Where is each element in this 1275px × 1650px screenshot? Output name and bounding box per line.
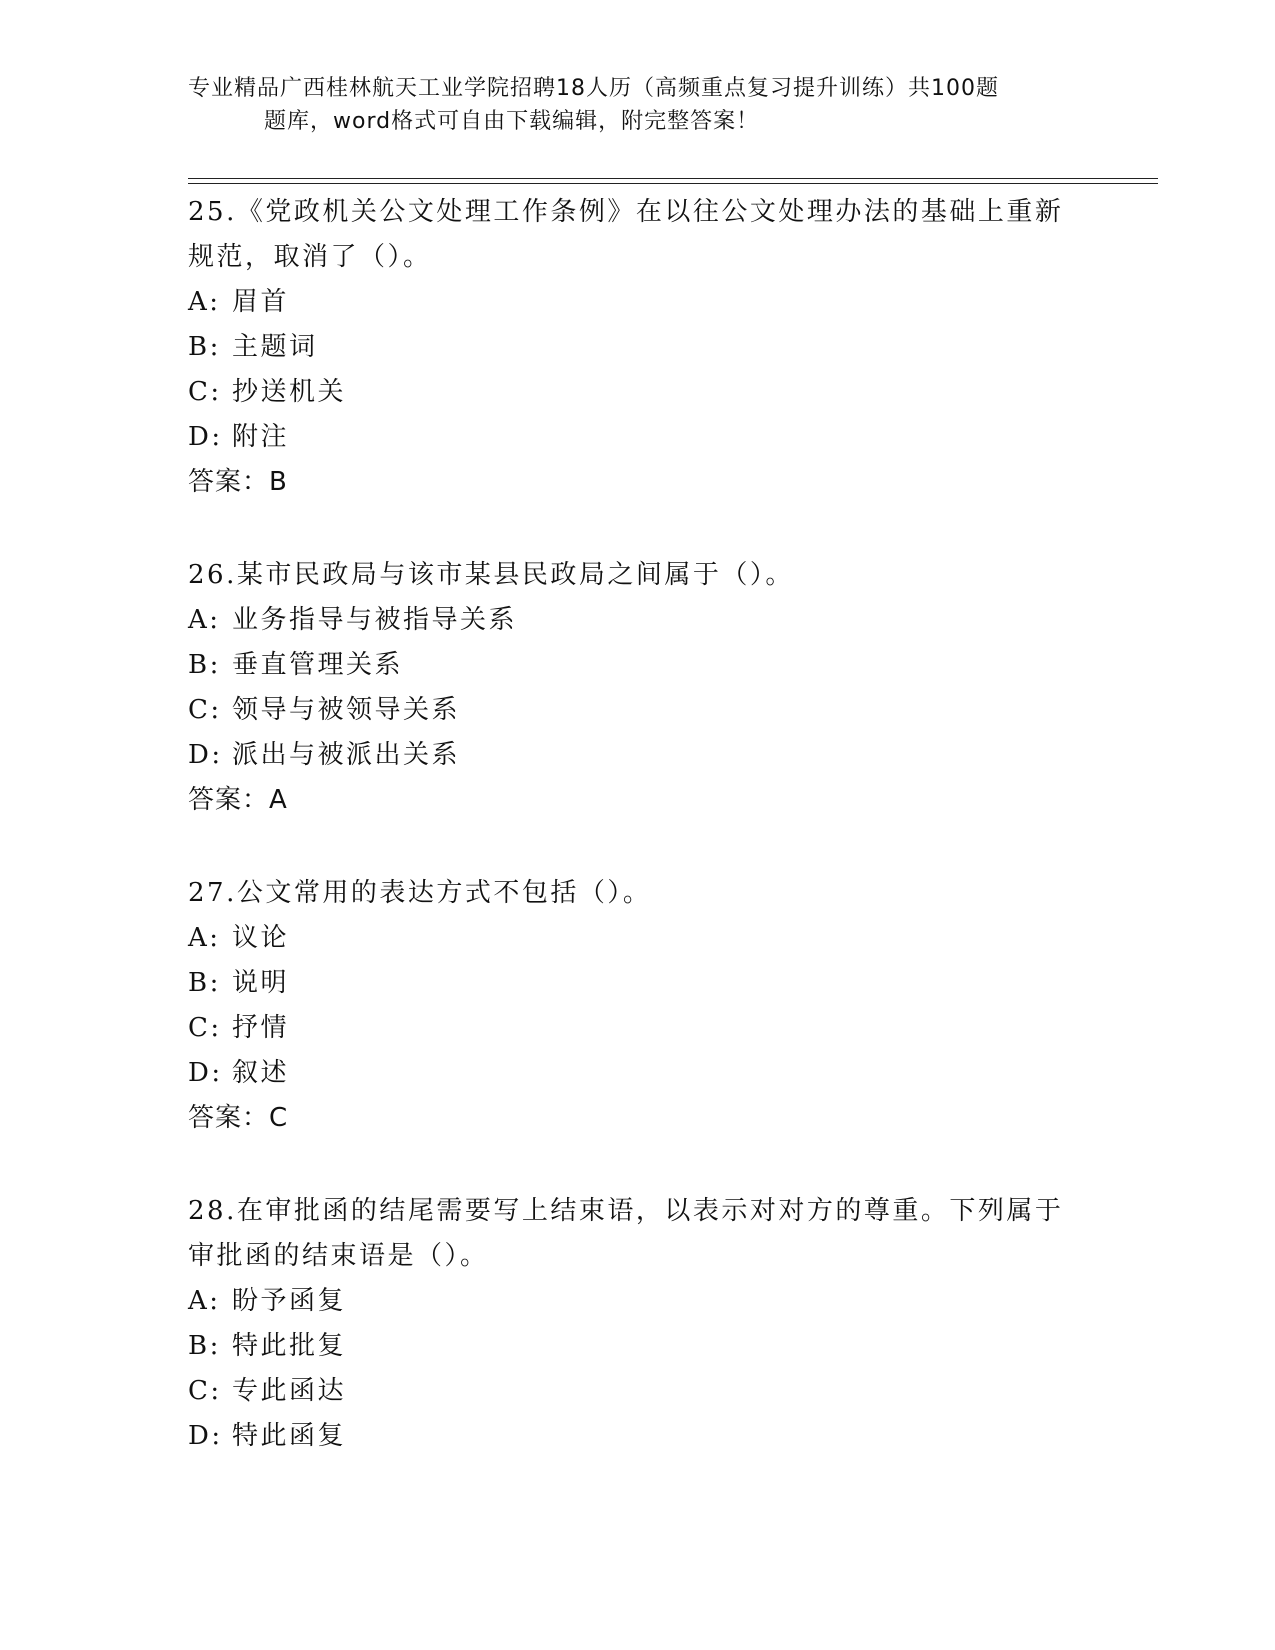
option-a <box>188 916 1088 961</box>
option-c <box>188 1006 1088 1051</box>
option-key: C: <box>188 1376 222 1406</box>
option-key: D: <box>188 1421 223 1451</box>
option-key: B: <box>188 1331 221 1361</box>
header-title-line-1: 专业精品广西桂林航天工业学院招聘18人历（高频重点复习提升训练）共100题 <box>188 76 999 101</box>
option-d <box>188 1414 1088 1459</box>
header-divider-bottom <box>188 183 1158 184</box>
option-key: D: <box>188 740 223 770</box>
option-text: 议论 <box>232 923 290 953</box>
option-key: B: <box>188 332 221 362</box>
question-text: 26.某市民政局与该市某县民政局之间属于（）。 <box>188 560 794 590</box>
option-b <box>188 643 1088 688</box>
option-key: D: <box>188 422 223 452</box>
option-key: A: <box>188 605 221 635</box>
option-text: 说明 <box>232 968 290 998</box>
option-key: A: <box>188 1286 221 1316</box>
option-d <box>188 733 1088 778</box>
option-text: 抄送机关 <box>232 377 347 407</box>
option-text: 特此函复 <box>232 1421 347 1451</box>
question-text: 27.公文常用的表达方式不包括（）。 <box>188 878 652 908</box>
option-text: 领导与被领导关系 <box>232 695 461 725</box>
option-key: A: <box>188 923 221 953</box>
option-d <box>188 415 1088 460</box>
option-c <box>188 370 1088 415</box>
option-b <box>188 325 1088 370</box>
question-text: 28.在审批函的结尾需要写上结束语，以表示对对方的尊重。下列属于审批函的结束语是（）。 <box>188 1196 1064 1271</box>
page-header <box>188 72 1088 138</box>
option-key: C: <box>188 1013 222 1043</box>
question-28 <box>188 1189 1088 1459</box>
option-key: D: <box>188 1058 223 1088</box>
question-27 <box>188 871 1088 1141</box>
option-text: 盼予函复 <box>232 1286 347 1316</box>
option-d <box>188 1051 1088 1096</box>
option-c <box>188 688 1088 733</box>
answer-line: 答案：C <box>188 1103 289 1133</box>
option-text: 派出与被派出关系 <box>232 740 461 770</box>
option-text: 业务指导与被指导关系 <box>232 605 518 635</box>
option-text: 附注 <box>232 422 290 452</box>
answer-line: 答案：B <box>188 467 288 497</box>
option-text: 叙述 <box>232 1058 290 1088</box>
option-text: 特此批复 <box>232 1331 347 1361</box>
option-key: C: <box>188 695 222 725</box>
option-b <box>188 961 1088 1006</box>
question-26 <box>188 553 1088 823</box>
option-a <box>188 1279 1088 1324</box>
option-key: C: <box>188 377 222 407</box>
option-a <box>188 598 1088 643</box>
question-list <box>188 190 1088 1459</box>
option-text: 主题词 <box>232 332 318 362</box>
question-text: 25.《党政机关公文处理工作条例》在以往公文处理办法的基础上重新规范，取消了（）。 <box>188 197 1064 272</box>
option-b <box>188 1324 1088 1369</box>
option-a <box>188 280 1088 325</box>
option-text: 专此函达 <box>232 1376 347 1406</box>
header-title-line-2: 题库，word格式可自由下载编辑，附完整答案！ <box>264 109 760 134</box>
answer-line: 答案：A <box>188 785 288 815</box>
option-text: 抒情 <box>232 1013 290 1043</box>
option-key: B: <box>188 650 221 680</box>
option-key: A: <box>188 287 221 317</box>
option-text: 垂直管理关系 <box>232 650 404 680</box>
header-divider-top <box>188 178 1158 179</box>
option-key: B: <box>188 968 221 998</box>
question-25 <box>188 190 1088 505</box>
option-c <box>188 1369 1088 1414</box>
option-text: 眉首 <box>232 287 290 317</box>
